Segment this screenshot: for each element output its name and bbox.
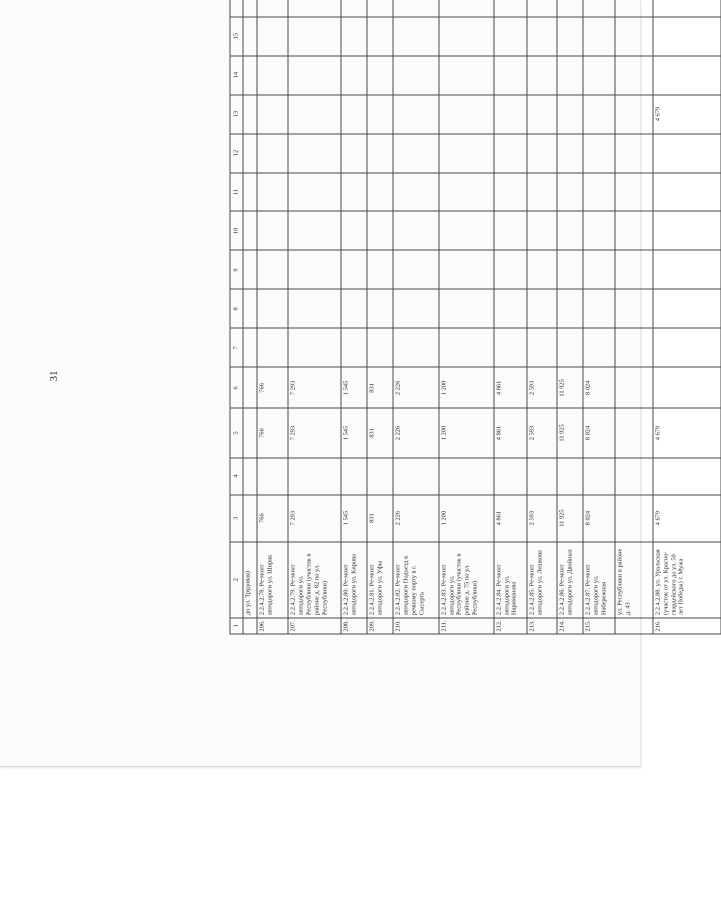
description-cell: 2.2.4.2.84. Ре-монт автодороги ул. Нариманова: [493, 541, 526, 617]
value-cell: [393, 250, 438, 289]
table-row: [288, 0, 341, 634]
value-cell: [257, 250, 288, 289]
value-cell: [556, 250, 582, 289]
value-cell: [367, 250, 393, 289]
value-cell: [527, 133, 557, 172]
value-cell: 766: [257, 367, 288, 408]
row-number-cell: 213.: [527, 617, 557, 633]
value-cell: [438, 250, 493, 289]
value-cell: [257, 289, 288, 328]
column-header: 8: [230, 289, 243, 328]
value-cell: [583, 250, 615, 289]
table-row: [614, 0, 652, 634]
value-cell: [438, 0, 493, 16]
column-header: 11: [230, 172, 243, 211]
value-cell: [493, 94, 526, 133]
value-cell: 831: [367, 367, 393, 408]
value-cell: 1 200: [438, 408, 493, 457]
value-cell: [556, 172, 582, 211]
value-cell: [583, 94, 615, 133]
description-cell: 2.2.4.2.79. Ре-монт автодороги ул. Республики (участок в районе д. 82 по ул. Республики): [288, 541, 341, 617]
description-cell: 2.2.4.2.83. Ре-монт автодороги ул. Республики (участок в районе д. 75 по ул. Республики): [438, 541, 493, 617]
value-cell: 11 925: [556, 494, 582, 541]
page-number: 31: [48, 370, 60, 382]
value-cell: [243, 55, 257, 94]
value-cell: [652, 172, 720, 211]
value-cell: [393, 457, 438, 494]
value-cell: [583, 172, 615, 211]
value-cell: [652, 457, 720, 494]
value-cell: [583, 457, 615, 494]
value-cell: [243, 367, 257, 408]
value-cell: [340, 457, 366, 494]
value-cell: [556, 94, 582, 133]
column-header: 3: [230, 494, 243, 541]
value-cell: [527, 94, 557, 133]
value-cell: [367, 457, 393, 494]
value-cell: [527, 211, 557, 250]
value-cell: [438, 55, 493, 94]
row-number-cell: 216.: [652, 617, 720, 633]
value-cell: [438, 16, 493, 55]
column-header: 6: [230, 367, 243, 408]
value-cell: 4 861: [493, 367, 526, 408]
value-cell: [493, 289, 526, 328]
value-cell: [527, 457, 557, 494]
table-row: [527, 0, 557, 634]
value-cell: [652, 0, 720, 16]
value-cell: [614, 55, 652, 94]
value-cell: [493, 55, 526, 94]
value-cell: [340, 16, 366, 55]
value-cell: 2 593: [527, 367, 557, 408]
value-cell: 7 293: [288, 367, 341, 408]
value-cell: [614, 328, 652, 367]
value-cell: [438, 211, 493, 250]
description-cell: 2.2.4.2.85. Ре-монт автодороги ул. Лешкова: [527, 541, 557, 617]
value-cell: [527, 55, 557, 94]
value-cell: [614, 0, 652, 16]
value-cell: [438, 457, 493, 494]
value-cell: [340, 0, 366, 16]
table-row: [556, 0, 582, 634]
value-cell: [527, 0, 557, 16]
table-row: [243, 0, 257, 634]
value-cell: [257, 0, 288, 16]
value-cell: [288, 94, 341, 133]
value-cell: 1 545: [340, 494, 366, 541]
value-cell: [652, 133, 720, 172]
value-cell: [340, 211, 366, 250]
value-cell: [556, 16, 582, 55]
value-cell: [340, 94, 366, 133]
row-number-cell: [614, 617, 652, 633]
value-cell: [614, 94, 652, 133]
column-header: 12: [230, 133, 243, 172]
value-cell: [614, 408, 652, 457]
column-header: 7: [230, 328, 243, 367]
value-cell: [556, 133, 582, 172]
value-cell: [652, 250, 720, 289]
value-cell: [493, 211, 526, 250]
value-cell: [243, 0, 257, 16]
value-cell: 831: [367, 408, 393, 457]
value-cell: [243, 328, 257, 367]
value-cell: [257, 94, 288, 133]
value-cell: [583, 16, 615, 55]
value-cell: 7 293: [288, 494, 341, 541]
value-cell: [367, 328, 393, 367]
value-cell: [614, 289, 652, 328]
table-row: [652, 0, 720, 634]
row-number-cell: 207.: [288, 617, 341, 633]
value-cell: [340, 55, 366, 94]
value-cell: [243, 494, 257, 541]
value-cell: [367, 55, 393, 94]
row-number-cell: 214.: [556, 617, 582, 633]
value-cell: [527, 328, 557, 367]
value-cell: [367, 172, 393, 211]
value-cell: [438, 289, 493, 328]
value-cell: [367, 133, 393, 172]
table-row: [438, 0, 493, 634]
description-cell: 2.2.4.2.82. Ре-монт автодороги Подъезд к речному порту в г. Сысерть: [393, 541, 438, 617]
column-header: 9: [230, 250, 243, 289]
value-cell: 4 861: [493, 408, 526, 457]
value-cell: [243, 457, 257, 494]
value-cell: [257, 16, 288, 55]
value-cell: [652, 55, 720, 94]
value-cell: [340, 328, 366, 367]
value-cell: [288, 457, 341, 494]
value-cell: [556, 211, 582, 250]
value-cell: [257, 211, 288, 250]
column-header: 1: [230, 617, 243, 633]
row-number-cell: 210.: [393, 617, 438, 633]
table-row: [583, 0, 615, 634]
value-cell: [243, 211, 257, 250]
value-cell: [527, 289, 557, 328]
value-cell: [438, 94, 493, 133]
row-number-cell: 208.: [340, 617, 366, 633]
value-cell: [288, 250, 341, 289]
value-cell: [493, 250, 526, 289]
value-cell: [614, 457, 652, 494]
value-cell: [493, 0, 526, 16]
value-cell: [556, 457, 582, 494]
value-cell: 4 679: [652, 94, 720, 133]
value-cell: [556, 0, 582, 16]
value-cell: 8 024: [583, 408, 615, 457]
value-cell: 2 226: [393, 408, 438, 457]
value-cell: 11 925: [556, 408, 582, 457]
value-cell: 2 593: [527, 408, 557, 457]
row-number-cell: 206.: [257, 617, 288, 633]
value-cell: [243, 133, 257, 172]
description-cell: до ул. Трудовая): [243, 541, 257, 617]
column-header: [230, 0, 243, 16]
value-cell: [243, 94, 257, 133]
value-cell: [367, 289, 393, 328]
value-cell: 11 925: [556, 367, 582, 408]
value-cell: [243, 408, 257, 457]
description-cell: 2.2.4.2.87. Ре-монт автодороги ул. Набережная: [583, 541, 615, 617]
value-cell: [288, 133, 341, 172]
value-cell: [438, 172, 493, 211]
value-cell: [614, 133, 652, 172]
value-cell: [257, 172, 288, 211]
value-cell: [393, 55, 438, 94]
budget-table: [229, 0, 721, 634]
value-cell: [556, 289, 582, 328]
value-cell: [583, 328, 615, 367]
value-cell: 1 200: [438, 367, 493, 408]
value-cell: [243, 289, 257, 328]
value-cell: [340, 133, 366, 172]
row-number-cell: 209.: [367, 617, 393, 633]
value-cell: [493, 457, 526, 494]
value-cell: 4 679: [652, 494, 720, 541]
value-cell: [393, 133, 438, 172]
value-cell: [288, 55, 341, 94]
value-cell: [652, 328, 720, 367]
table-row: [367, 0, 393, 634]
column-header: 5: [230, 408, 243, 457]
table-header-row: [230, 0, 243, 634]
value-cell: [652, 211, 720, 250]
value-cell: [652, 16, 720, 55]
value-cell: [288, 211, 341, 250]
column-header: 14: [230, 55, 243, 94]
value-cell: 7 293: [288, 408, 341, 457]
value-cell: 8 024: [583, 367, 615, 408]
value-cell: 4 861: [493, 494, 526, 541]
value-cell: [340, 289, 366, 328]
description-cell: 2.2.4.2.81. Ре-монт автодороги ул. Уфы: [367, 541, 393, 617]
value-cell: [527, 16, 557, 55]
value-cell: [583, 289, 615, 328]
value-cell: [243, 172, 257, 211]
description-cell: 2.2.4.2.86. Ре-монт автодороги ул. Двойных: [556, 541, 582, 617]
column-header: 2: [230, 541, 243, 617]
value-cell: 2 226: [393, 494, 438, 541]
value-cell: [614, 250, 652, 289]
row-number-cell: 215.: [583, 617, 615, 633]
value-cell: [583, 133, 615, 172]
value-cell: 831: [367, 494, 393, 541]
description-cell: 2.2.4.2.88. ул. Уральская (участок от ул. Красно-гвардейского до ул. 50 лет Победы) г. Мужа: [652, 541, 720, 617]
value-cell: 766: [257, 408, 288, 457]
value-cell: 2 593: [527, 494, 557, 541]
value-cell: [340, 250, 366, 289]
column-header: 10: [230, 211, 243, 250]
value-cell: 4 679: [652, 408, 720, 457]
value-cell: 1 545: [340, 408, 366, 457]
value-cell: [367, 16, 393, 55]
value-cell: [493, 133, 526, 172]
value-cell: [367, 94, 393, 133]
row-number-cell: [243, 617, 257, 633]
value-cell: [493, 172, 526, 211]
value-cell: [257, 133, 288, 172]
description-cell: ул. Республики в районе д. 43: [614, 541, 652, 617]
value-cell: [583, 55, 615, 94]
value-cell: [614, 494, 652, 541]
value-cell: [393, 0, 438, 16]
column-header: 15: [230, 16, 243, 55]
value-cell: [527, 172, 557, 211]
value-cell: [652, 289, 720, 328]
value-cell: 2 226: [393, 367, 438, 408]
table-row: [393, 0, 438, 634]
value-cell: [393, 289, 438, 328]
value-cell: [288, 172, 341, 211]
table-row: [493, 0, 526, 634]
value-cell: [340, 172, 366, 211]
value-cell: [288, 16, 341, 55]
value-cell: [583, 211, 615, 250]
table-row: [257, 0, 288, 634]
column-header: 4: [230, 457, 243, 494]
value-cell: [367, 0, 393, 16]
value-cell: [493, 16, 526, 55]
value-cell: [257, 328, 288, 367]
value-cell: [652, 367, 720, 408]
column-header: 13: [230, 94, 243, 133]
value-cell: [556, 55, 582, 94]
value-cell: [614, 211, 652, 250]
value-cell: [393, 328, 438, 367]
value-cell: [367, 211, 393, 250]
value-cell: [614, 367, 652, 408]
value-cell: [243, 16, 257, 55]
value-cell: [614, 172, 652, 211]
value-cell: [393, 172, 438, 211]
value-cell: [493, 328, 526, 367]
value-cell: 1 545: [340, 367, 366, 408]
value-cell: 1 200: [438, 494, 493, 541]
value-cell: [393, 94, 438, 133]
value-cell: [527, 250, 557, 289]
value-cell: 766: [257, 494, 288, 541]
value-cell: [288, 289, 341, 328]
value-cell: [257, 55, 288, 94]
budget-table-rotated: [229, 0, 721, 634]
value-cell: [438, 328, 493, 367]
value-cell: [257, 457, 288, 494]
row-number-cell: 211.: [438, 617, 493, 633]
value-cell: [556, 328, 582, 367]
description-cell: 2.2.4.2.78. Ре-монт автодороги ул. Ширяк: [257, 541, 288, 617]
value-cell: [288, 0, 341, 16]
description-cell: 2.2.4.2.80. Ре-монт автодороги ул. Кирова: [340, 541, 366, 617]
table-row: [340, 0, 366, 634]
value-cell: 8 024: [583, 494, 615, 541]
row-number-cell: 212.: [493, 617, 526, 633]
value-cell: [393, 211, 438, 250]
value-cell: [393, 16, 438, 55]
value-cell: [614, 16, 652, 55]
value-cell: [288, 328, 341, 367]
value-cell: [438, 133, 493, 172]
value-cell: [583, 0, 615, 16]
value-cell: [243, 250, 257, 289]
